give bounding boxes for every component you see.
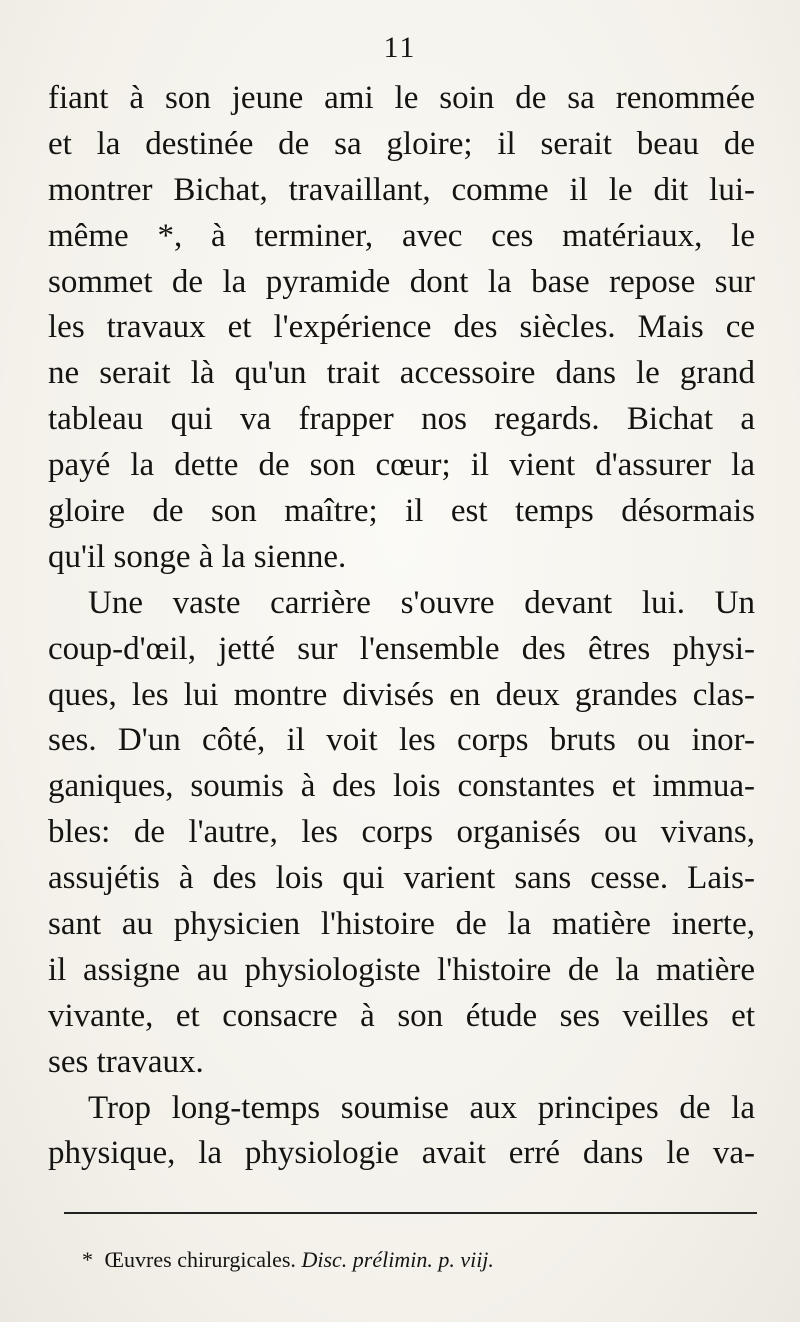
text-line: payé la dette de son cœur; il vient d'assurer la xyxy=(48,447,755,484)
footnote-text: Œuvres chirurgicales. xyxy=(104,1247,296,1272)
paragraph-start-line: Trop long-temps soumise aux principes de la xyxy=(88,1089,755,1126)
text-line: coup-d'œil, jetté sur l'ensemble des êtres physi- xyxy=(48,630,755,667)
text-line: ne serait là qu'un trait accessoire dans le grand xyxy=(48,355,755,392)
text-line: gloire de son maître; il est temps désormais xyxy=(48,493,755,530)
text-line: montrer Bichat, travaillant, comme il le dit lui- xyxy=(48,171,755,208)
paragraph-end-line: ses travaux. xyxy=(48,1043,204,1080)
footnote-reference: Disc. prélimin. p. viij. xyxy=(301,1247,494,1272)
text-line: ganiques, soumis à des lois constantes et immua- xyxy=(48,768,755,805)
footnote-divider xyxy=(64,1212,757,1214)
footnote-marker: * xyxy=(82,1247,93,1272)
text-line: assujétis à des lois qui varient sans cesse. Lais- xyxy=(48,860,755,897)
text-line: physique, la physiologie avait erré dans le va- xyxy=(48,1135,755,1172)
text-line: les travaux et l'expérience des siècles. Mais ce xyxy=(48,309,755,346)
text-line: fiant à son jeune ami le soin de sa renommée xyxy=(48,80,755,116)
paragraph-end-line: qu'il songe à la sienne. xyxy=(48,538,347,575)
page-number: 11 xyxy=(383,31,417,64)
body-text xyxy=(48,76,755,1177)
text-line: sommet de la pyramide dont la base repose sur xyxy=(48,263,755,300)
footnote xyxy=(82,1246,762,1274)
text-line: ses. D'un côté, il voit les corps bruts ou inor- xyxy=(48,722,755,759)
paragraph-start-line: Une vaste carrière s'ouvre devant lui. Un xyxy=(88,584,755,621)
text-line: vivante, et consacre à son étude ses veilles et xyxy=(48,997,755,1034)
text-line: tableau qui va frapper nos regards. Bichat a xyxy=(48,401,755,438)
text-line: et la destinée de sa gloire; il serait beau de xyxy=(48,125,755,162)
text-line: sant au physicien l'histoire de la matière inerte, xyxy=(48,906,755,943)
text-line: bles: de l'autre, les corps organisés ou vivans, xyxy=(48,814,755,851)
text-line: il assigne au physiologiste l'histoire de la matière xyxy=(48,951,755,988)
text-line: même *, à terminer, avec ces matériaux, le xyxy=(48,217,755,254)
text-line: ques, les lui montre divisés en deux grandes clas- xyxy=(48,676,755,713)
